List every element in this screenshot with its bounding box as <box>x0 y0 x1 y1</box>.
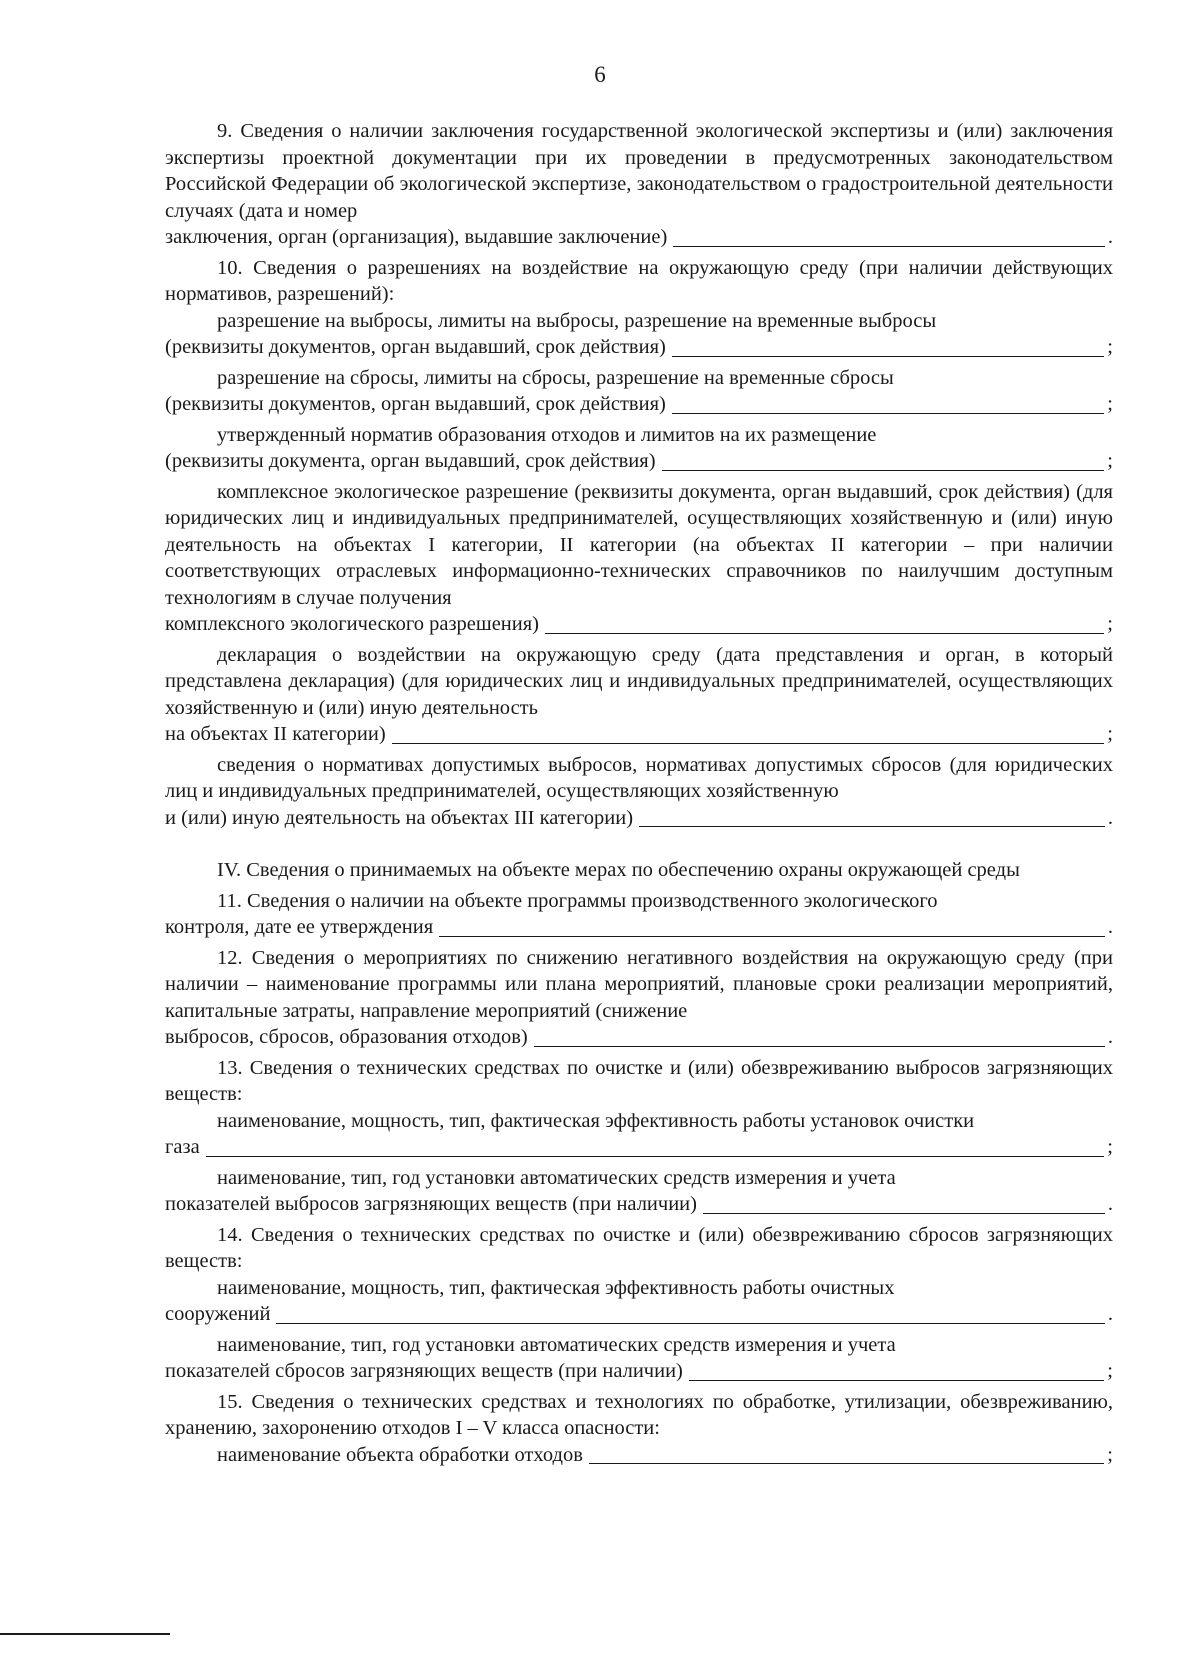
item-15-label: наименование объекта обработки отходов <box>217 1443 583 1466</box>
item-10-declaration-label: на объектах II категории) <box>165 723 386 745</box>
item-14-auto-fill-line <box>165 1358 1113 1385</box>
item-13-gas-text: наименование, мощность, тип, фактическая эффективность работы установок очистки <box>217 1109 975 1132</box>
item-10-complex-blank-field[interactable] <box>545 614 1104 634</box>
item-10-waste-blank-field[interactable] <box>662 451 1105 471</box>
item-12-label: выбросов, сбросов, образования отходов) <box>165 1026 528 1048</box>
item-13-auto-fill-line <box>165 1191 1113 1218</box>
item-14-auto-blank-field[interactable] <box>689 1361 1104 1381</box>
item-10-complex-end: ; <box>1107 613 1113 635</box>
item-9-label: заключения, орган (организация), выдавшие заключение) <box>165 226 668 248</box>
item-15-fill-line <box>165 1442 1113 1469</box>
item-13-gas-blank-field[interactable] <box>206 1137 1105 1157</box>
item-12-blank-field[interactable] <box>534 1027 1105 1047</box>
item-10-complex-text: комплексное экологическое разрешение (реквизиты документа, орган выдавший, срок действия) (для юридических лиц и индивидуальных предпринимателей, осуществляющих хозяйственную и (или) иную деятельность на объектах I категории, II категории (на объектах II категории – при наличии соответствующих отраслевых информационно-технических справочников по наилучшим доступным технологиям в случае получения <box>165 480 1113 609</box>
item-13-gas-end: ; <box>1107 1136 1113 1158</box>
item-13-auto-blank-field[interactable] <box>703 1194 1105 1214</box>
item-10-declaration-text: декларация о воздействии на окружающую среду (дата представления и орган, в который представлена декларация) (для юридических лиц и индивидуальных предпринимателей, осуществляющих хозяйственную и (или) иную деятельность <box>165 643 1113 719</box>
document-body <box>165 118 1113 1468</box>
item-15-blank-field[interactable] <box>589 1444 1104 1464</box>
item-10-waste-end: ; <box>1107 450 1113 472</box>
item-10-waste-label: (реквизиты документа, орган выдавший, срок действия) <box>165 450 656 472</box>
item-15-text: 15. Сведения о технических средствах и технологиях по обработке, утилизации, обезвреживанию, хранению, захоронению отходов I – V класса опасности: <box>165 1390 1113 1439</box>
item-10-norms-blank-field[interactable] <box>639 807 1105 827</box>
item-9-fill-line <box>165 224 1113 251</box>
item-15-end: ; <box>1107 1443 1113 1466</box>
item-10-discharges-label: (реквизиты документов, орган выдавший, срок действия) <box>165 393 666 415</box>
item-14-plants-end: . <box>1107 1303 1113 1325</box>
item-10-declaration-end: ; <box>1107 723 1113 745</box>
item-14-auto-text: наименование, тип, год установки автоматических средств измерения и учета <box>217 1333 896 1356</box>
item-10-declaration-fill-line <box>165 721 1113 748</box>
item-10-emissions-fill-line <box>165 334 1113 361</box>
item-10-emissions-label: (реквизиты документов, орган выдавший, срок действия) <box>165 336 666 358</box>
item-14-plants-fill-line <box>165 1301 1113 1328</box>
item-13-auto-end: . <box>1107 1193 1113 1215</box>
page-number: 6 <box>594 62 606 87</box>
item-10-norms-text: сведения о нормативах допустимых выбросов, нормативах допустимых сбросов (для юридических лиц и индивидуальных предпринимателей, осуществляющих хозяйственную <box>165 753 1113 802</box>
item-10-complex-fill-line <box>165 611 1113 638</box>
item-10-norms-fill-line <box>165 805 1113 832</box>
item-13-auto-text: наименование, тип, год установки автоматических средств измерения и учета <box>217 1166 896 1189</box>
item-14-auto-end: ; <box>1107 1360 1113 1382</box>
item-10-waste-fill-line <box>165 448 1113 475</box>
item-11-text: 11. Сведения о наличии на объекте программы производственного экологического <box>217 889 938 912</box>
item-13-gas-fill-line <box>165 1134 1113 1161</box>
item-13-auto-label: показателей выбросов загрязняющих веществ (при наличии) <box>165 1193 697 1215</box>
item-10-emissions-text: разрешение на выбросы, лимиты на выбросы, разрешение на временные выбросы <box>217 309 937 332</box>
item-13-gas-label: газа <box>165 1136 200 1158</box>
item-10-declaration-blank-field[interactable] <box>392 724 1105 744</box>
item-14-plants-blank-field[interactable] <box>276 1304 1104 1324</box>
item-14-text: 14. Сведения о технических средствах по очистке и (или) обезвреживанию сбросов загрязняющих веществ: <box>165 1223 1113 1272</box>
item-12-fill-line <box>165 1024 1113 1051</box>
item-13-text: 13. Сведения о технических средствах по очистке и (или) обезвреживанию выбросов загрязняющих веществ: <box>165 1056 1113 1105</box>
item-14-plants-text: наименование, мощность, тип, фактическая эффективность работы очистных <box>217 1276 895 1299</box>
item-10-emissions-blank-field[interactable] <box>672 337 1104 357</box>
item-10-waste-text: утвержденный норматив образования отходов и лимитов на их размещение <box>217 423 877 446</box>
item-12-end: . <box>1107 1026 1113 1048</box>
item-10-complex-label: комплексного экологического разрешения) <box>165 613 539 635</box>
footnote-divider <box>0 1633 170 1635</box>
item-11-end: . <box>1107 916 1113 938</box>
item-14-plants-label: сооружений <box>165 1303 271 1325</box>
item-9-blank-field[interactable] <box>673 227 1105 247</box>
item-9-end: . <box>1107 226 1113 248</box>
item-11-fill-line <box>165 914 1113 941</box>
item-10-text: 10. Сведения о разрешениях на воздействие на окружающую среду (при наличии действующих нормативов, разрешений): <box>165 256 1113 305</box>
item-10-norms-label: и (или) иную деятельность на объектах III категории) <box>165 806 634 829</box>
item-11-blank-field[interactable] <box>439 917 1105 937</box>
item-14-auto-label: показателей сбросов загрязняющих веществ (при наличии) <box>165 1360 683 1382</box>
section-4-heading: IV. Сведения о принимаемых на объекте мерах по обеспечению охраны окружающей среды <box>217 859 1020 881</box>
item-10-emissions-end: ; <box>1107 336 1113 358</box>
item-12-text: 12. Сведения о мероприятиях по снижению негативного воздействия на окружающую среду (при наличии – наименование программы или плана мероприятий, плановые сроки реализации мероприятий, капитальные затраты, направление мероприятий (снижение <box>165 946 1113 1022</box>
item-10-discharges-end: ; <box>1107 393 1113 415</box>
item-10-norms-end: . <box>1107 806 1113 829</box>
item-10-discharges-blank-field[interactable] <box>672 394 1104 414</box>
item-10-discharges-text: разрешение на сбросы, лимиты на сбросы, разрешение на временные сбросы <box>217 366 894 389</box>
item-9-text: 9. Сведения о наличии заключения государственной экологической экспертизы и (или) заключения экспертизы проектной документации при их проведении в предусмотренных законодательством Российской Федерации об экологической экспертизе, законодательством о градостроительной деятельности случаях (дата и номер <box>165 120 1113 222</box>
item-10-discharges-fill-line <box>165 391 1113 418</box>
item-11-label: контроля, дате ее утверждения <box>165 916 434 938</box>
